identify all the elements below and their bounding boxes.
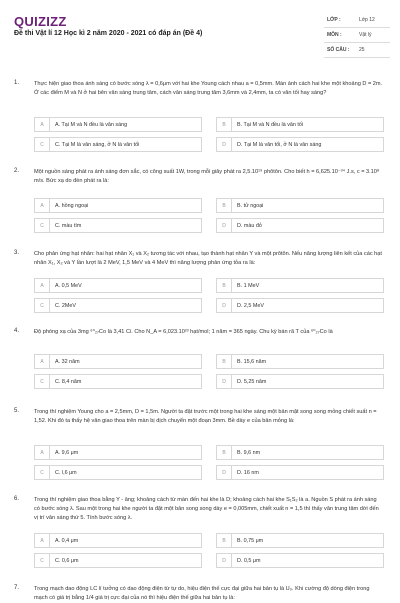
option-letter: D	[217, 299, 232, 312]
option-a[interactable]	[34, 354, 202, 369]
option-text: D. 5,25 năm	[237, 378, 267, 385]
option-c[interactable]	[34, 553, 202, 568]
question-text: Thực hiện giao thoa ánh sáng có bước sóng λ = 0,6μm với hai khe Young cách nhau a = 0,5mm. Màn ảnh cách hai khe một khoảng D = 2m. Ở các điểm M và N ở hai bên vân sáng trung tâm, cách vân sáng trung tâm 3,6mm và 2,4mm, ta có vân tối hay sáng?	[34, 81, 383, 96]
option-letter: A	[35, 446, 50, 459]
option-c[interactable]	[34, 218, 202, 233]
meta-label: MÔN :	[327, 32, 342, 38]
option-letter: C	[35, 554, 50, 567]
question-number: 6.	[14, 496, 20, 502]
meta-label: LỚP :	[327, 17, 341, 23]
option-text: B. tử ngoại	[237, 202, 264, 209]
option-letter: D	[217, 466, 232, 479]
option-c[interactable]	[34, 298, 202, 313]
option-c[interactable]	[34, 374, 202, 389]
question-text: Cho phản ứng hạt nhân: hai hạt nhân X₁ và X₂ tương tác với nhau, tạo thành hạt nhân Y và một prôtôn. Nếu năng lượng liên kết của các hạt nhân X₁, X₂ và Y lần lượt là 2 MeV, 1,5 MeV và 4 MeV thì năng lượng phản ứng tỏa ra là:	[34, 251, 382, 266]
option-c[interactable]	[34, 465, 202, 480]
option-d[interactable]	[216, 374, 384, 389]
option-text: C. 8,4 năm	[55, 378, 82, 385]
option-b[interactable]	[216, 533, 384, 548]
option-letter: B	[217, 534, 232, 547]
document-title: Đề thi Vật lí 12 Học kì 2 năm 2020 - 2021 có đáp án (Đề 4)	[14, 30, 203, 37]
option-b[interactable]	[216, 354, 384, 369]
question-text: Một nguồn sáng phát ra ánh sáng đơn sắc, có công suất 1W, trong mỗi giây phát ra 2,5.10¹⁹ phôtôn. Cho biết h = 6,625.10⁻³⁴ J.s, c = 3.10⁸ m/s. Bức xạ do đèn phát ra là:	[34, 169, 380, 184]
option-text: C. 0,6 μm	[55, 557, 79, 564]
option-letter: C	[35, 299, 50, 312]
option-letter: D	[217, 554, 232, 567]
option-a[interactable]	[34, 445, 202, 460]
meta-value: Vật lý	[359, 32, 372, 38]
option-text: D. 16 nm	[237, 469, 259, 476]
option-text: D. 2,5 MeV	[237, 302, 264, 309]
option-letter: B	[217, 446, 232, 459]
question-number: 2.	[14, 168, 20, 174]
option-letter: C	[35, 375, 50, 388]
question-text: Độ phóng xạ của 3mg ⁶⁰₂₇Co là 3,41 Ci. Cho N_A = 6,023.10²³ hạt/mol; 1 năm = 365 ngày. Chu kỳ bán rã T của ⁶⁰₂₇Co là	[34, 329, 333, 335]
option-text: C. màu tím	[55, 222, 82, 229]
option-text: A. 0,5 MeV	[55, 282, 82, 289]
option-b[interactable]	[216, 117, 384, 132]
option-letter: A	[35, 355, 50, 368]
option-text: B. 1 MeV	[237, 282, 260, 289]
option-text: A. 0,4 μm	[55, 537, 79, 544]
option-letter: B	[217, 279, 232, 292]
option-letter: C	[35, 138, 50, 151]
option-letter: C	[35, 466, 50, 479]
question-number: 1.	[14, 80, 20, 86]
question-text: Trong mạch dao động LC lí tưởng có dao động điện từ tự do, hiệu điện thế cực đại giữa hai bản tụ là U₀. Khi cường độ dòng điện trong mạch có giá trị bằng 1/4 giá trị cực đại của nó thì hiệu điện thế giữa hai bản tụ là:	[34, 586, 370, 601]
meta-value: 25	[359, 47, 365, 53]
option-letter: B	[217, 355, 232, 368]
option-a[interactable]	[34, 533, 202, 548]
option-b[interactable]	[216, 198, 384, 213]
option-d[interactable]	[216, 137, 384, 152]
option-letter: D	[217, 375, 232, 388]
option-c[interactable]	[34, 137, 202, 152]
option-letter: A	[35, 279, 50, 292]
option-letter: A	[35, 199, 50, 212]
option-b[interactable]	[216, 445, 384, 460]
option-d[interactable]	[216, 218, 384, 233]
option-text: A. 32 năm	[55, 358, 80, 365]
option-letter: B	[217, 118, 232, 131]
question-number: 5.	[14, 408, 20, 414]
option-a[interactable]	[34, 198, 202, 213]
meta-table	[324, 13, 390, 58]
option-a[interactable]	[34, 278, 202, 293]
option-text: D. 0,5 μm	[237, 557, 261, 564]
meta-row-subject	[324, 28, 390, 43]
option-letter: D	[217, 219, 232, 232]
option-text: D. màu đỏ	[237, 222, 262, 229]
option-text: A. hồng ngoại	[55, 202, 89, 209]
option-text: B. 9,6 nm	[237, 449, 261, 456]
option-text: A. Tại M và N đều là vân sáng	[55, 121, 128, 128]
option-text: D. Tại M là vân tối, ở N là vân sáng	[237, 141, 322, 148]
option-d[interactable]	[216, 465, 384, 480]
option-letter: B	[217, 199, 232, 212]
option-text: B. 15,6 năm	[237, 358, 267, 365]
option-a[interactable]	[34, 117, 202, 132]
option-text: C. 2MeV	[55, 302, 76, 309]
option-text: C. Tại M là vân sáng, ở N là vân tối	[55, 141, 140, 148]
option-b[interactable]	[216, 278, 384, 293]
option-letter: A	[35, 118, 50, 131]
option-d[interactable]	[216, 553, 384, 568]
question-number: 3.	[14, 250, 20, 256]
option-letter: A	[35, 534, 50, 547]
question-text: Trong thí nghiệm giao thoa bằng Y - âng; khoảng cách từ màn đến hai khe là D; khoảng cách hai khe S₁S₂ là a. Nguồn S phát ra ánh sáng có bước sóng λ. Sau một trong hai khe người ta đặt một bản song song dày e = 0,005mm, chiết xuất n = 1,5 thì thấy vân trung tâm dời đến vị trí vân sáng thứ 5. Tính bước sóng λ.	[34, 497, 379, 521]
meta-row-count	[324, 43, 390, 58]
question-number: 7.	[14, 585, 20, 591]
option-letter: D	[217, 138, 232, 151]
meta-row-class	[324, 13, 390, 28]
option-d[interactable]	[216, 298, 384, 313]
meta-label: SỐ CÂU :	[327, 47, 350, 53]
question-text: Trong thí nghiệm Young cho a = 2,5mm, D = 1,5m. Người ta đặt trước một trong hai khe sáng một bản mặt song song mỏng chiết suất n = 1,52. Khi đó ta thấy hệ vân giao thoa trên màn bị dịch chuyển một đoạn 3mm. Bề dày e của bản mỏng là:	[34, 409, 377, 424]
option-text: B. 0,75 μm	[237, 537, 264, 544]
quizizz-logo: QUIZIZZ	[14, 14, 67, 29]
option-text: B. Tại M và N đều là vân tối	[237, 121, 304, 128]
option-text: C. l,6 μm	[55, 469, 77, 476]
option-text: A. 9,6 μm	[55, 449, 79, 456]
meta-value: Lớp 12	[359, 17, 375, 23]
option-letter: C	[35, 219, 50, 232]
question-number: 4.	[14, 328, 20, 334]
